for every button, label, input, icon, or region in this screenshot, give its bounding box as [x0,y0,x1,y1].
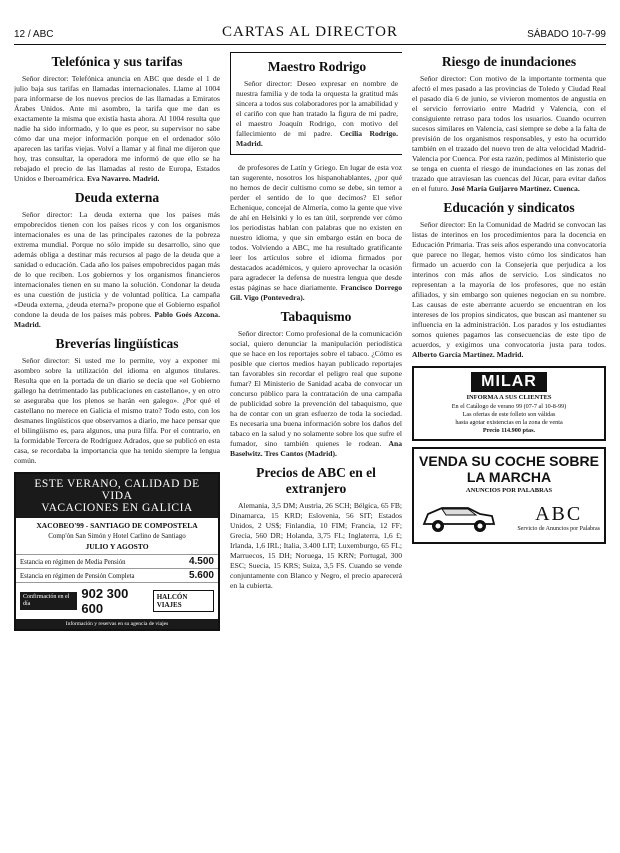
letter-continuation [230,163,402,303]
page-number: 12 / ABC [14,29,54,40]
column-center [230,52,402,847]
venda-subline: ANUNCIOS POR PALABRAS [465,487,553,494]
milar-line: En el Catálogo de verano 99 (07-7 al 10-8-99) [451,403,567,410]
letter-title: Educación y sindicatos [443,200,575,215]
column-left [14,52,220,847]
issue-date: SÁBADO 10-7-99 [527,29,606,40]
ad-headline-2: VACACIONES EN GALICIA [41,502,193,514]
letter-title: Tabaquismo [280,309,352,324]
advert-venda-coche[interactable] [412,447,606,544]
letter-tabaquismo [230,309,402,459]
venda-headline-2: LA MARCHA [466,469,552,485]
letter-body: Señor director: Deseo expresar en nombre de nuestra familia y de toda la orquesta la gratitud más sincera a todos sus colaboradores por la amabilidad y el cariño con que han tratado la figura de mi padre, el maestro Joaquín Rodrigo, con motivo del fallecimiento de mi padre. [236,79,398,138]
abc-logo: ABC [535,502,583,525]
letter-signature: Francisco Dorrego Gil. Vigo (Pontevedra). [230,283,402,302]
letter-body: de profesores de Latín y Griego. En lugar de esta voz tan sugerente, nosotros los hispanohablantes, ¿por qué no hemos de decir cultismo como se debe, sin temor a perder el sentido de lo que decimos? El señor Echenique, concejal de Almería, como la gente que vive de ahí en Helsinki y lo es tan útil, sorprende ver cómo los periodistas hablan con palabras que no existen en nuestro idioma, y que sin embargo están en boca de todos. Volviendo a ABC, me ha resultado gratificante leer los artículos sobre el idioma firmados por destacados académicos, y quiero aprovechar la ocasión para agradecer la defensa de nuestra lengua que desde estas páginas se hace diariamente. [230,163,402,292]
letter-title: Precios de ABC en el extranjero [256,465,376,496]
letter-signature: Pablo Goés Azcona. Madrid. [14,310,220,329]
milar-line: hasta agotar existencias en la zona de venta [455,419,563,426]
letter-educacion [412,200,606,360]
milar-tagline: INFORMA A SUS CLIENTES [466,394,552,401]
section-title: CARTAS AL DIRECTOR [222,24,398,40]
ad-headline-1: ESTE VERANO, CALIDAD DE VIDA [34,478,200,502]
letter-inundaciones [412,54,606,194]
car-icon [418,498,498,536]
ad-price-label: Estancia en régimen de Media Pensión [20,559,126,566]
ad-reserve-badge: Confirmación en el día [20,592,77,610]
letter-title: Telefónica y sus tarifas [51,54,183,69]
letter-breverias [14,336,220,466]
milar-logo: MILAR [471,372,547,392]
prices-abroad [230,465,402,591]
page-header [14,24,606,45]
letter-body: Alemania, 3,5 DM; Austria, 26 SCH; Bélgica, 65 FB; Dinamarca, 15 KRD; Eslovenia, 56 SIT; Estados Unidos, 2 US$; Finlandia, 10 FIM; Francia, 12 FF; Grecia, 560 DR; Holanda, 3,75 FL; Inglaterra, 1,6 £; Irlanda, 1,6 IRL; Italia, 3.400 LIT; Luxemburgo, 65 FL; Marruecos, 15 DH; Noruega, 15 KRN; Portugal, 300 ESC; Suecia, 15 KRS; Suiza, 3,5 FS. Cuando se vende conjuntamente con Blanco y Negro, el precio aparecerá en la cubierta. [230,501,402,590]
ad-footer: Información y reservas en su agencia de viajes [16,619,218,629]
ad-route: XACOBEO'99 - SANTIAGO DE COMPOSTELA [36,521,198,530]
letter-maestro-rodrigo [230,52,402,155]
advert-galicia[interactable] [14,472,220,631]
letter-title: Maestro Rodrigo [267,59,367,74]
ad-phone[interactable]: 902 300 600 [81,586,129,616]
letter-body: Señor director: Como profesional de la comunicación social, quiero denunciar la manipulación periodística que se hace en los reportajes sobre el tabaco. ¿Cómo es posible que ciertos medios hayan publicado reportajes tan favorables sin recordar el peligro real que supone fumar? El Ministerio de Sanidad acaba de convocar un concurso público para la contratación de una campaña de publicidad sobre la prevención del tabaquismo, que ha de contar con un gran esfuerzo de toda la sociedad. Es necesaria una buena información sobre los daños del tabaco en la salud y no solamente sobre los que sufre el fumador, sino también quienes le rodean. [230,329,402,448]
venda-headline-1: VENDA SU COCHE SOBRE [419,453,599,469]
ad-price-row [16,568,218,582]
letter-body: Señor director: La deuda externa que los países más empobrecidos tienen con los países ricos y con los organismos internacionales es una de las principales razones de la pobreza extrema mundial. Porque no sólo impide su desarrollo, sino que además obliga a destinar más recursos al pago de la deuda que a sanidad o educación. Cada año los países empobrecidos pagan más de lo que reciben. Los gobiernos y los organismos financieros internacionales tienen en su mano la solución. Condonar la deuda es una cuestión de justicia y de voluntad política. La campaña «Deuda externa, ¿deuda eterna?» propone que el Gobierno español condone la deuda de los países más pobres. [14,210,220,319]
milar-line: Precio 114.900 ptas. [482,427,536,434]
ad-price: 5.600 [188,570,214,581]
letter-telefonica [14,54,220,184]
ad-logo: HALCÓN VIAJES [153,590,214,612]
ad-price-label: Estancia en régimen de Pensión Completa [20,573,135,580]
advert-milar[interactable] [412,366,606,441]
letter-body: Señor director: Si usted me lo permite, voy a exponer mi asombro sobre la utilización del idioma en algunos titulares. Resulta que en la portada de un diario se decía que «el Gobierno gallego ha detrimentado las publicaciones en castellano», y en otro se aseguraba que los plenos se harán «en galego». ¿Por qué el castellano no merece en Galicia el mismo trato? Todo esto, con los desmanes lingüísticos que observamos a diario, me hace pensar que el bilingüismo es, para algunos, una pura filfa. Por el contrario, en la formidable Tercera de Rodríguez Adrados, que se publicó en esta casa, se recordaba la importancia que ha tenido siempre la lengua común. [14,356,220,465]
letter-body: Señor director: En la Comunidad de Madrid se convocan las listas de interinos en los procedimientos para la docencia en Educación Primaria. Tras seis años esperando una convocatoria que parece no llegar, hemos visto cómo los sindicatos han firmado un acuerdo con la Consejería que perjudica a los interinos con más años de servicio. Los sindicatos no representan a la mayoría de los profesores, que no están afiliados, y sin embargo son quienes negocian en su nombre. Las causas de este aberrante acuerdo se encuentran en los intereses de los propios sindicatos, que buscan así mantener su influencia en la administración. Los parados y los estudiantes somos quienes pagamos las consecuencias de este tipo de acuerdos, y exigimos una convocatoria justa para todos. [412,220,606,349]
letter-signature: Cecilia Rodrigo. Madrid. [236,129,398,148]
ad-price: 4.500 [188,556,214,567]
letter-signature: Alberto García Martínez. Madrid. [412,350,524,359]
ad-subline: Comp'ón San Simón y Hotel Carlino de Santiago [48,532,186,540]
letter-title: Riesgo de inundaciones [441,54,577,69]
letter-signature: Ana Baselwitz. Tres Cantos (Madrid). [230,439,402,458]
column-right [412,52,606,847]
letter-title: Deuda externa [74,190,160,205]
ad-dates: JULIO Y AGOSTO [85,542,149,551]
letter-deuda-externa [14,190,220,330]
letter-signature: José María Guijarro Martínez. Cuenca. [450,184,580,193]
venda-caption: Servicio de Anuncios por Palabras [517,525,600,532]
letter-title: Breverías lingüísticas [55,336,179,351]
letter-body: Señor director: Telefónica anuncia en ABC que desde el 1 de julio baja sus tarifas en llamadas internacionales. Llame al 1004 para informarse de los nuevos precios de las llamadas a Emiratos Árabes Unidos. Ante mi asombro, la tarifa que me dan es exactamente la misma que existía hasta ahora. Al 1004 resulta que nadie ha sido informado, y lo que es peor, su supervisor no sabe cómo dar una mejor información porque en el ordenador sólo aparecen las tarifas viejas. Volví a llamar y al final me dijeron que hoy, tras consultar, la operadora me informó de que ello se ha rebajado el precio de las llamadas al resto de Europa, Estados Unidos e Iberoamérica. [14,74,220,183]
milar-line: Las ofertas de este folleto son válidas [462,411,556,418]
letter-body: Señor director: Con motivo de la importante tormenta que afectó el mes pasado a las provincias de Toledo y Ciudad Real el pasado día 6 de junio, se vivieron momentos de angustia en el servicio ferroviario entre Madrid y Valencia, con el consiguiente retraso para todos los usuarios. Cuando ocurren sucesos similares en Valencia, casi siempre se debe a la falta de previsión de los organismos responsables, y esto ha ocurrido también en el trazado del nuevo tren de alta velocidad Madrid-Valencia por Cuenca. Por esta razón, pedimos al Ministerio que se tenga en cuenta el riesgo de inundaciones en las zonas del trazado que atraviesan las cuencas del Júcar, para evitar daños en el futuro. [412,74,606,193]
letter-signature: Eva Navarro. Madrid. [86,174,160,183]
ad-price-row [16,554,218,568]
